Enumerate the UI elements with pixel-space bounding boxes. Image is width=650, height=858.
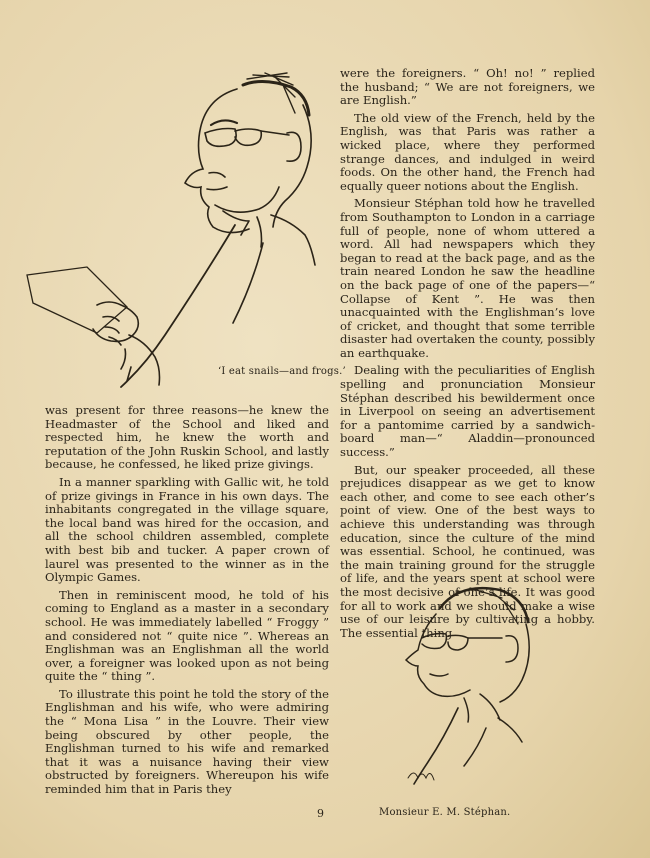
caricature-sketch xyxy=(25,65,325,390)
paragraph: But, our speaker proceeded, all these prejudices disappear as we get to know each other, and come to see each other’s point of view. One of the best ways to achieve this understanding was through education, since the culture of the mind was essential. School, he continued, was the main training ground for the struggle of life, and the years spent at school were the most decisive of one’s life. It was good for all to work and we should make a wise use of our leisure by cultivating a hobby. The essential thing xyxy=(340,462,595,640)
caption-top: ‘I eat snails—and frogs.’ xyxy=(218,366,346,377)
paragraph: Dealing with the peculiarities of English spelling and pronunciation Monsieur Stéphan described his bewilderment once in Liverpool on seeing an advertisement for a pantomime carried by a sandwich-board man—“ Aladdin—pronounced success.” xyxy=(340,363,595,460)
paragraph: In a manner sparkling with Gallic wit, he told of prize givings in France in his own days. The inhabitants congregated in the village square, the local band was hired for the occasion, and all the school children assembled, complete with best bib and tucker. A paper crown of laurel was presented to the winner as in the Olympic Games. xyxy=(45,474,329,585)
paragraph: Then in reminiscent mood, he told of his coming to England as a master in a secondary school. He was immediately labelled “ Froggy ” and considered not “ quite nice ”. Whereas an Englishman was an Englishman all the world over, a foreigner was looked upon as not being quite the “ thing ”. xyxy=(45,587,329,684)
paragraph: Monsieur Stéphan told how he travelled from Southampton to London in a carriage full of people, none of whom uttered a word. All had newspapers which they began to read at the back page, and as the train neared London he saw the headline on the back page of one of the papers—“ Collapse of Kent ”. He was then unacquainted with the Englishman’s love of cricket, and thought that some terrible disaster had overtaken the county, possibly an earthquake. xyxy=(340,196,595,360)
paragraph: To illustrate this point he told the story of the Englishman and his wife, who were admiring the “ Mona Lisa ” in the Louvre. Their view being obscured by other people, the Englishman turned to his wife and remarked that it was a nuisance having their view obstructed by foreigners. Whereupon his wife reminded him that in Paris they xyxy=(45,686,329,797)
right-column xyxy=(340,67,595,644)
paragraph: was present for three reasons—he knew the Headmaster of the School and liked and respected him, he knew the worth and reputation of the John Ruskin School, and lastly because, he confessed, he liked prize givings. xyxy=(45,403,329,472)
paragraph: were the foreigners. “ Oh! no! ” replied the husband; “ We are not foreigners, we are English.” xyxy=(340,66,595,108)
caption-bottom: Monsieur E. M. Stéphan. xyxy=(379,807,511,818)
paragraph: The old view of the French, held by the English, was that Paris was rather a wicked place, where they performed strange dances, and indulged in weird foods. On the other hand, the French had equally queer notions about the English. xyxy=(340,110,595,193)
left-column xyxy=(45,404,329,801)
page-number: 9 xyxy=(317,807,324,820)
portrait-sketch xyxy=(400,578,540,793)
